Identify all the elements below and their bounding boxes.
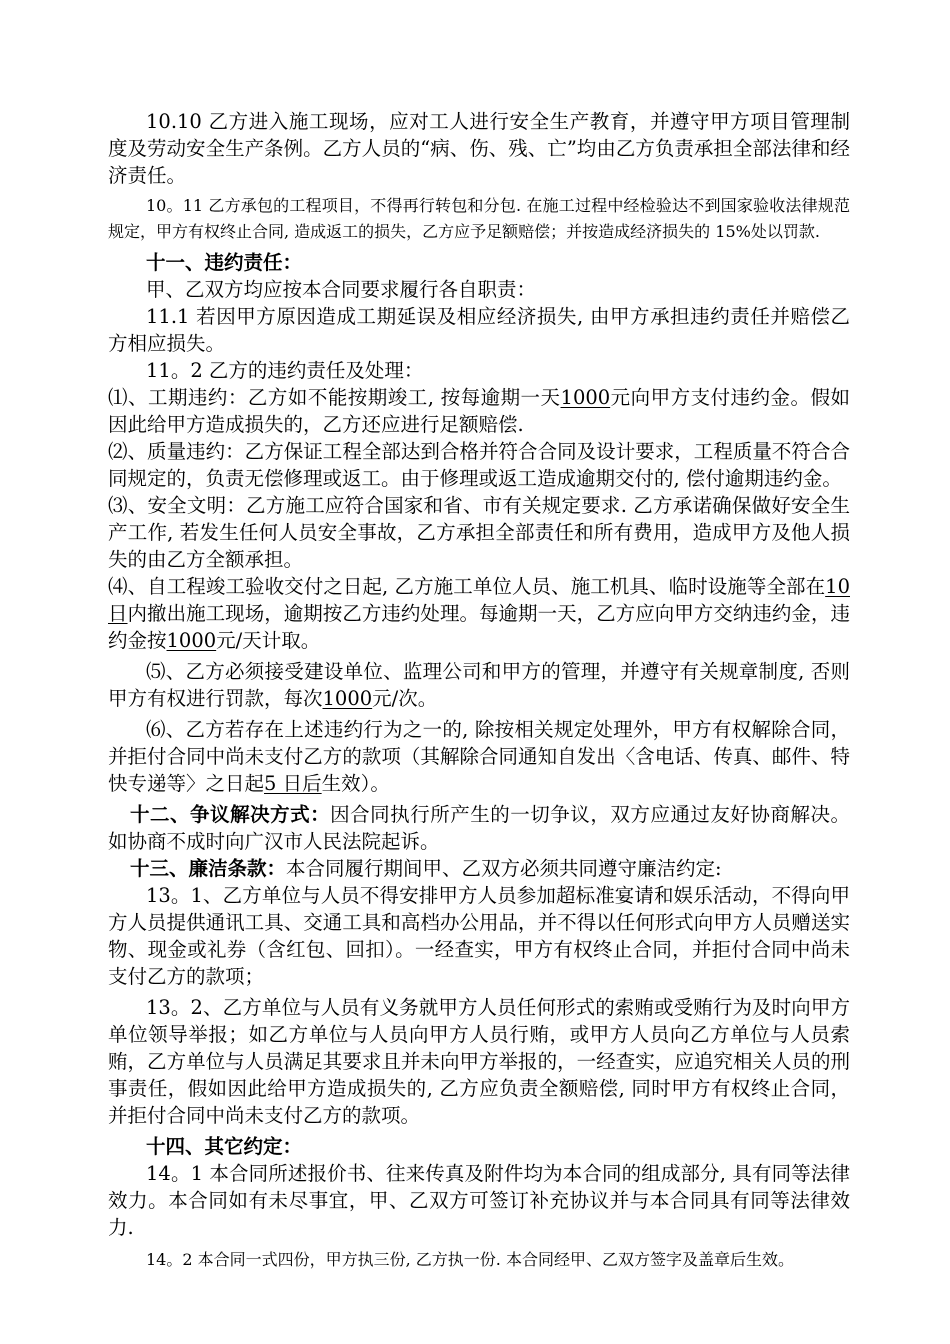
- item-5-amount: 1000: [322, 687, 373, 710]
- clause-14-2: [108, 1245, 850, 1273]
- item-quality-breach: ⑵、质量违约：乙方保证工程全部达到合格并符合合同及设计要求，工程质量不符合合同规定的，负责无偿修理或返工。由于修理或返工造成逾期交付的, 偿付逾期违约金。: [108, 440, 850, 490]
- dispute-resolution: [108, 801, 850, 855]
- breach-intro: 甲、乙双方均应按本合同要求履行各自职责：: [146, 278, 537, 301]
- item-1-text-a: ⑴、工期违约：乙方如不能按期竣工, 按每逾期一天: [108, 386, 561, 409]
- clause-11-2: 11。2 乙方的违约责任及处理：: [146, 359, 424, 382]
- item-safety: ⑶、安全文明：乙方施工应符合国家和省、市有关规定要求. 乙方承诺确保做好安全生产工作, 若发生任何人员安全事故，乙方承担全部责任和所有费用，造成甲方及他人损失的由乙方全额承担。: [108, 494, 850, 571]
- item-4-amount: 1000: [166, 629, 217, 652]
- item-6-text-a: ⑹、乙方若存在上述违约行为之一的, 除按相关规定处理外，甲方有权解除合同，并拒付合同中尚未支付乙方的款项（其解除合同通知自发出〈含电话、传真、邮件、特快专递等〉之日起: [108, 718, 850, 795]
- heading-integrity: 十三、廉洁条款：: [130, 857, 287, 880]
- item-4-text-a: ⑷、自工程竣工验收交付之日起, 乙方施工单位人员、施工机具、临时设施等全部在: [108, 575, 826, 598]
- clause-14-1: 14。1 本合同所述报价书、往来传真及附件均为本合同的组成部分, 具有同等法律效力。本合同如有未尽事宜，甲、乙双方可签订补充协议并与本合同具有同等法律效力.: [108, 1162, 850, 1239]
- heading-dispute-resolution: 十二、争议解决方式：: [130, 803, 331, 826]
- item-4-text-c: 元/天计取。: [216, 629, 321, 652]
- integrity-clause: [108, 855, 850, 882]
- item-management: [108, 658, 850, 712]
- dispute-text: 因合同执行所产生的一切争议，双方应通过友好协商解决。如协商不成时向广汉市人民法院起诉。: [108, 803, 850, 853]
- item-6-days: 5 日后: [264, 772, 322, 795]
- item-site-clearance: [108, 573, 850, 654]
- item-1-amount: 1000: [560, 386, 611, 409]
- item-termination: [108, 716, 850, 797]
- clause-10-11: 10。11 乙方承包的工程项目，不得再行转包和分包. 在施工过程中经检验达不到国家验收法律规范规定，甲方有权终止合同, 造成返工的损失，乙方应予足额赔偿；并按造成经济损失的 15%处以罚款.: [108, 196, 850, 241]
- integrity-text: 本合同履行期间甲、乙双方必须共同遵守廉洁约定:: [286, 857, 722, 880]
- item-4-text-b: 内撤出施工现场，逾期按乙方违约处理。每逾期一天，乙方应向甲方交纳违约金，违约金按: [108, 602, 850, 652]
- item-4-days: 10 日: [108, 575, 850, 625]
- contract-page: [108, 108, 850, 1273]
- item-5-text-a: ⑸、乙方必须接受建设单位、监理公司和甲方的管理，并遵守有关规章制度, 否则甲方有权进行罚款，每次: [108, 660, 850, 710]
- clause-13-1: 13。1、乙方单位与人员不得安排甲方人员参加超标准宴请和娱乐活动，不得向甲方人员提供通讯工具、交通工具和高档办公用品，并不得以任何形式向甲方人员赠送实物、现金或礼券（含红包、回扣）。一经查实，甲方有权终止合同，并拒付合同中尚未支付乙方的款项；: [108, 884, 850, 988]
- clause-10-10: 10.10 乙方进入施工现场，应对工人进行安全生产教育，并遵守甲方项目管理制度及劳动安全生产条例。乙方人员的“病、伤、残、亡”均由乙方负责承担全部法律和经济责任。: [108, 110, 850, 187]
- clause-14-2-text: 14。2 本合同一式四份，甲方执三份, 乙方执一份. 本合同经甲、乙双方签字及盖章后生效。: [146, 1250, 794, 1269]
- item-5-text-b: 元/次。: [372, 687, 438, 710]
- clause-13-2: 13。2、乙方单位与人员有义务就甲方人员任何形式的索贿或受贿行为及时向甲方单位领导举报；如乙方单位与人员向甲方人员行贿，或甲方人员向乙方单位与人员索贿，乙方单位与人员满足其要求且并未向甲方举报的，一经查实，应追究相关人员的刑事责任，假如因此给甲方造成损失的, 乙方应负责全额赔偿, 同时甲方有权终止合同，并拒付合同中尚未支付乙方的款项。: [108, 996, 850, 1127]
- item-6-text-b: 生效）。: [321, 772, 390, 795]
- heading-other-terms: 十四、其它约定：: [146, 1135, 303, 1158]
- heading-breach-liability: 十一、违约责任：: [146, 251, 303, 274]
- item-schedule-breach: [108, 384, 850, 438]
- clause-11-1: 11.1 若因甲方原因造成工期延误及相应经济损失, 由甲方承担违约责任并赔偿乙方相应损失。: [108, 305, 850, 355]
- item-1-text-b: 元向甲方支付违约金。假如因此给甲方造成损失的，乙方还应进行足额赔偿.: [108, 386, 850, 436]
